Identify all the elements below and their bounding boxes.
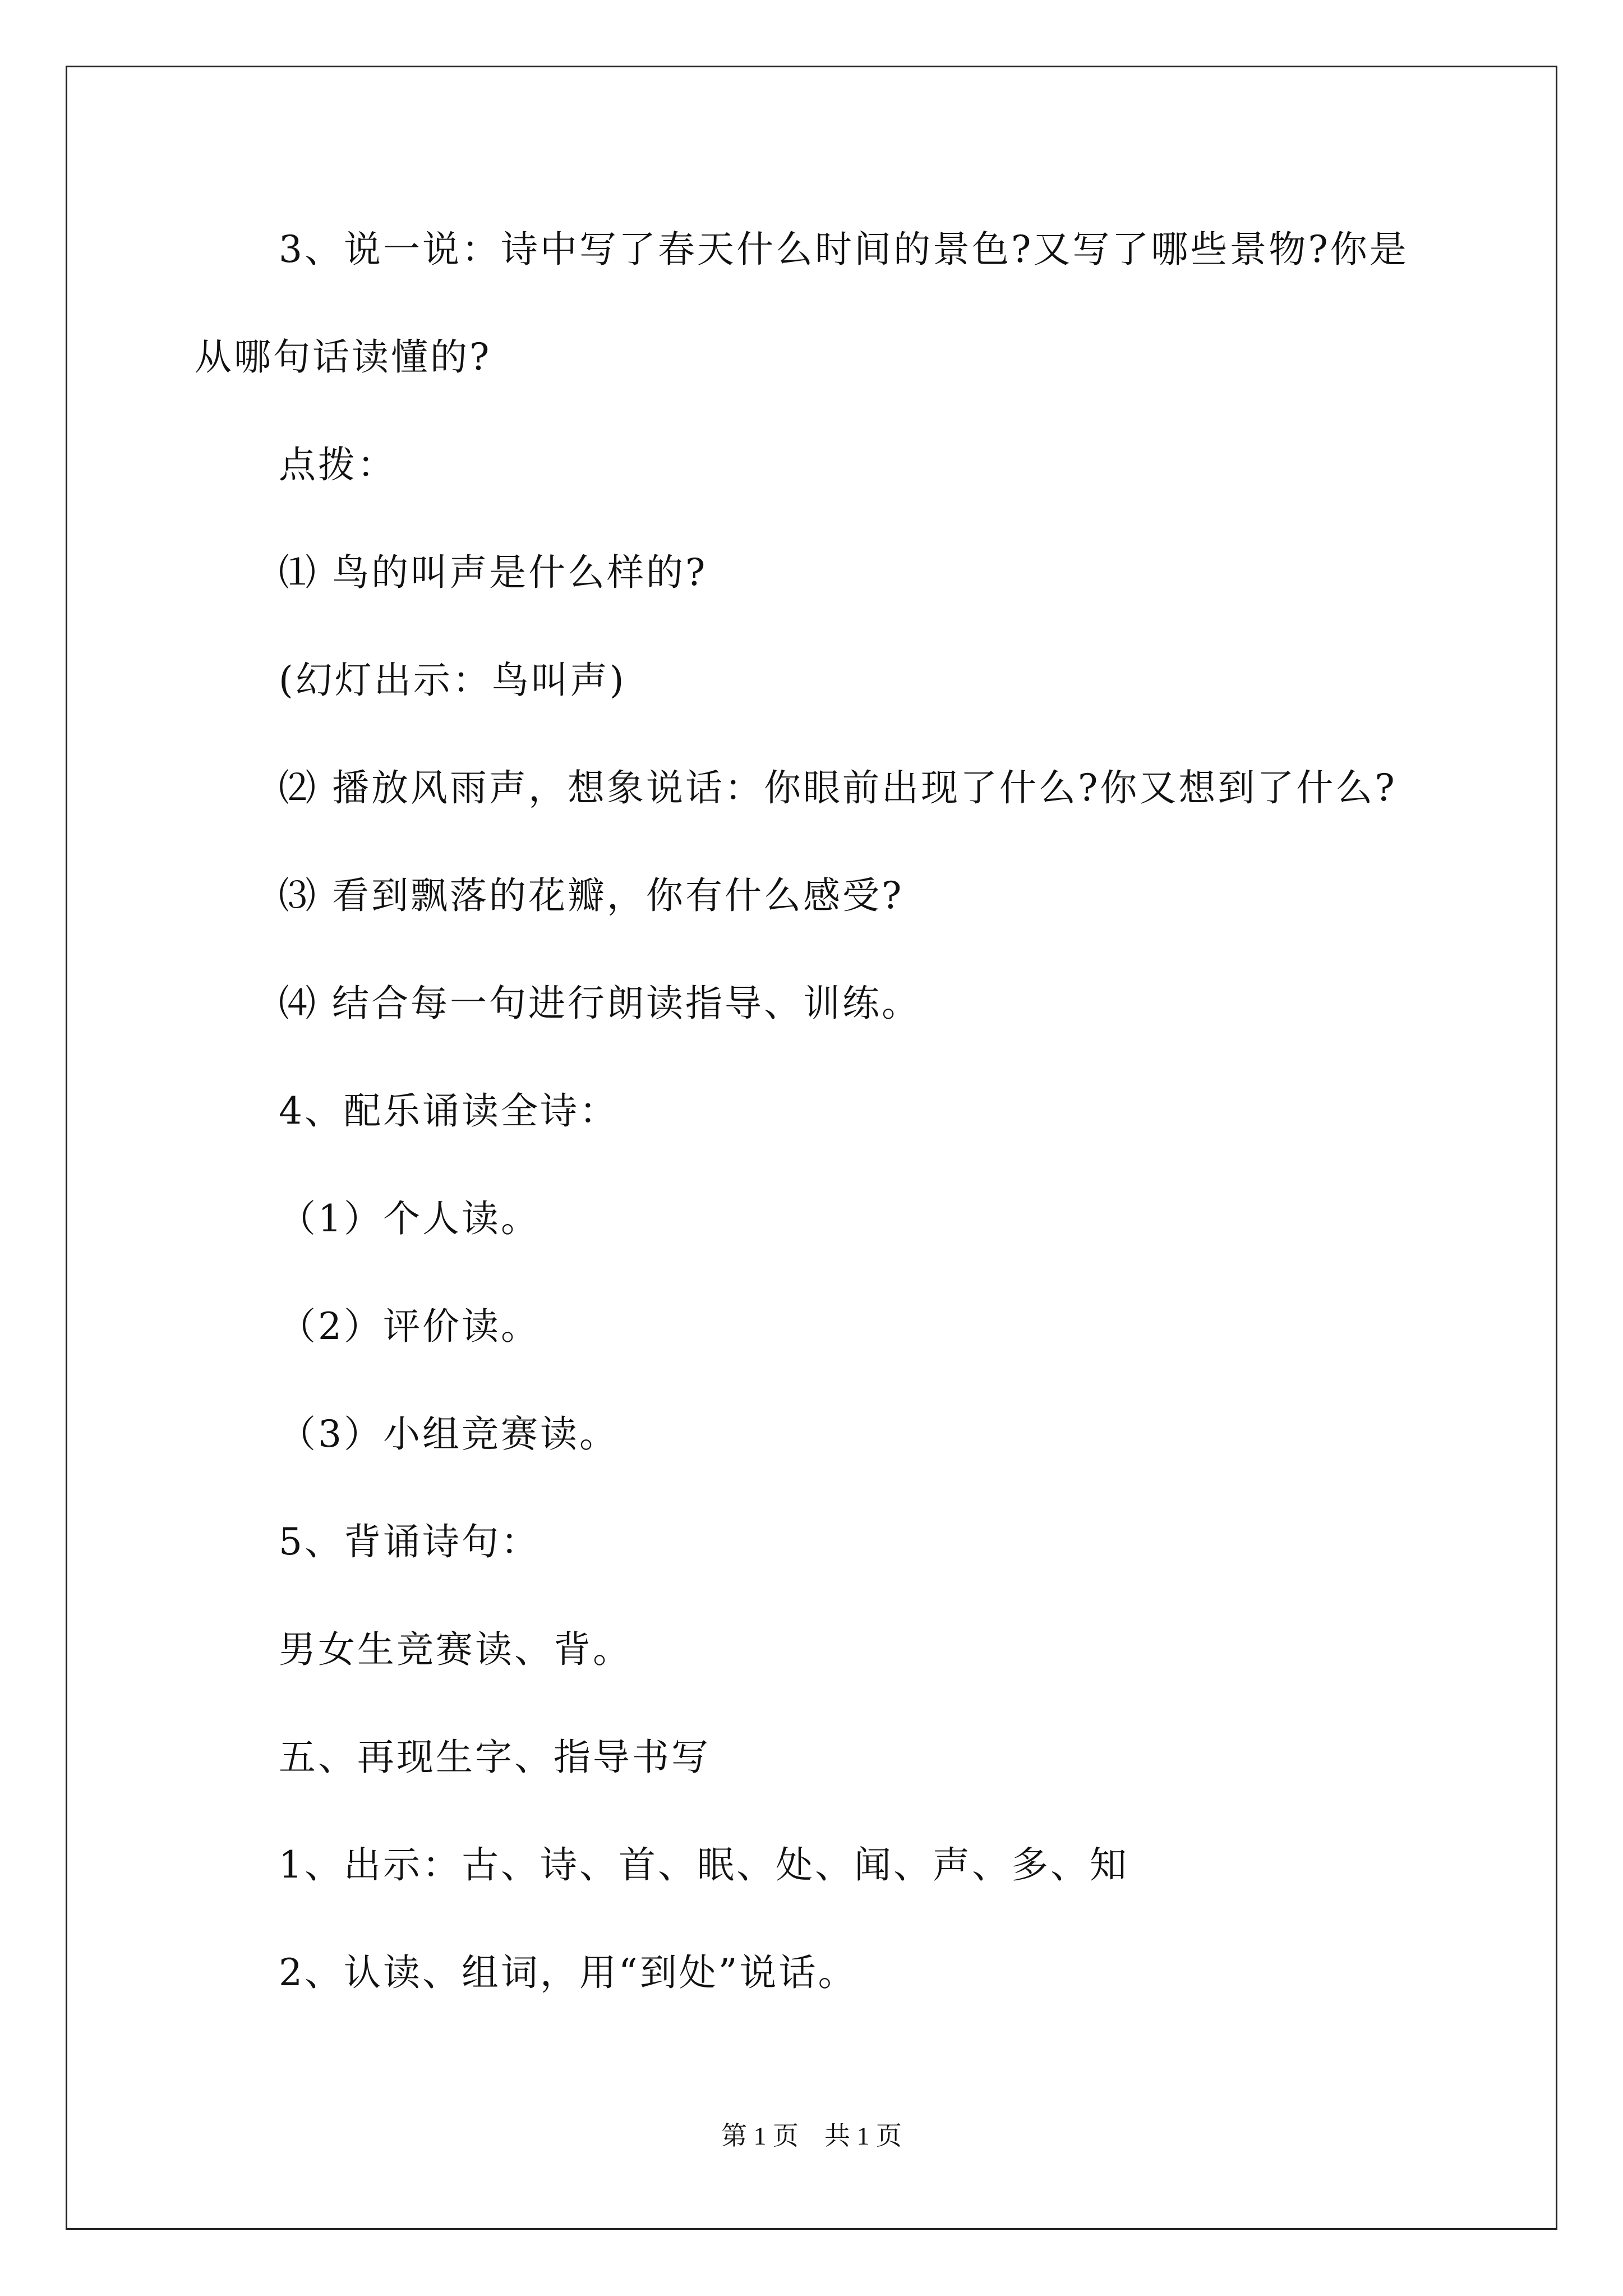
text-line-1: 3、说一说：诗中写了春天什么时间的景色?又写了哪些景物?你是	[279, 228, 1409, 271]
text-line-5: (幻灯出示：鸟叫声)	[279, 659, 626, 702]
text-line-14: 男女生竞赛读、背。	[279, 1628, 632, 1671]
text-line-3: 点拨：	[279, 443, 396, 486]
text-line-4: ⑴ 鸟的叫声是什么样的?	[279, 551, 708, 594]
text-line-11: （2）评价读。	[279, 1305, 540, 1348]
text-line-17: 2、认读、组词，用“到处”说话。	[279, 1951, 857, 1994]
text-line-8: ⑷ 结合每一句进行朗读指导、训练。	[279, 982, 921, 1025]
page-border	[66, 66, 1557, 2230]
text-line-10: （1）个人读。	[279, 1197, 540, 1240]
text-line-16: 1、出示：古、诗、首、眠、处、闻、声、多、知	[279, 1843, 1129, 1887]
text-line-9: 4、配乐诵读全诗：	[279, 1089, 619, 1133]
text-line-12: （3）小组竞赛读。	[279, 1412, 619, 1456]
text-line-13: 5、背诵诗句：	[279, 1520, 540, 1563]
text-line-7: ⑶ 看到飘落的花瓣，你有什么感受?	[279, 874, 904, 917]
text-line-2: 从哪句话读懂的?	[195, 335, 492, 379]
page-footer: 第 1 页 共 1 页	[721, 2122, 902, 2150]
text-line-15: 五、再现生字、指导书写	[279, 1736, 711, 1779]
text-line-6: ⑵ 播放风雨声，想象说话：你眼前出现了什么?你又想到了什么?	[279, 766, 1397, 809]
